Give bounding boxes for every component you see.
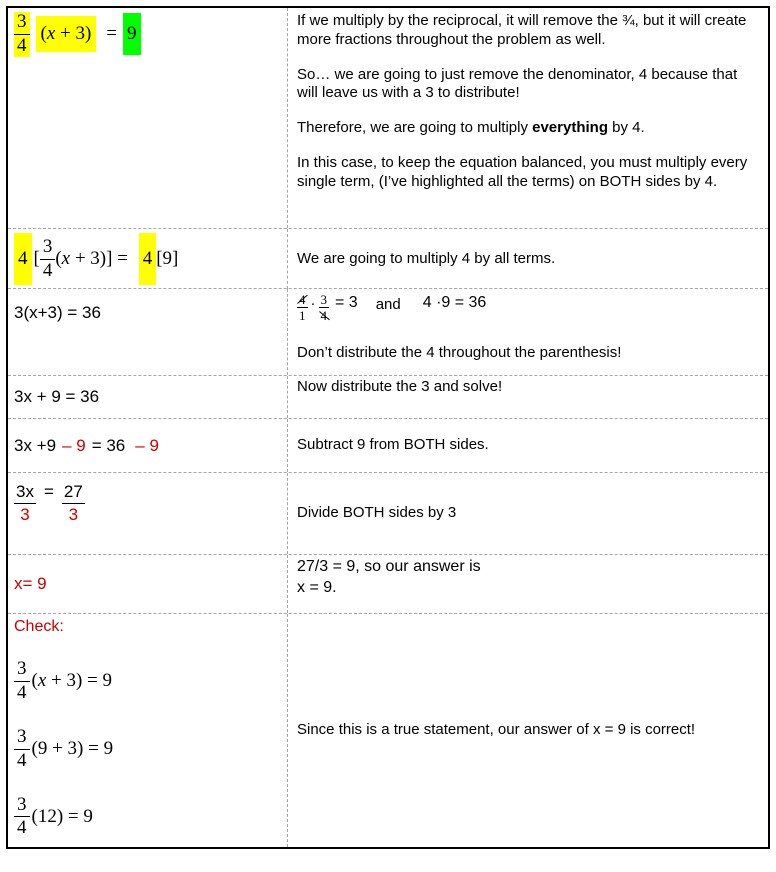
table-row [8, 613, 768, 847]
step1-explanation-cell [288, 8, 768, 228]
step5-explanation-cell [288, 419, 768, 472]
expression-rest: + 3) [55, 23, 92, 45]
bracket-open: [ [33, 248, 40, 269]
table-row [8, 228, 768, 288]
multiplication-dot: · [310, 295, 316, 312]
answer-line-1: 27/3 = 9, so our answer is [297, 558, 481, 575]
equals-36: = 36 [91, 435, 126, 455]
variable-x: x [61, 248, 71, 269]
step5-equation-cell [8, 419, 288, 472]
table-row [8, 472, 768, 554]
equals-3: = 3 [335, 294, 358, 311]
paragraph: Subtract 9 from BOTH sides. [297, 436, 489, 454]
equation-3x-plus-9: 3x + 9 = 36 [14, 387, 100, 406]
paren-open: ( [55, 248, 62, 269]
denominator-red: 3 [68, 504, 79, 524]
step2-explanation-cell [288, 229, 768, 289]
text-after-bold: by 4. [607, 119, 645, 136]
table-row [8, 375, 768, 418]
expression [32, 670, 113, 692]
numerator: 3x [14, 482, 36, 504]
four-times-nine: 4 ·9 = 36 [422, 294, 487, 311]
equation-multiply-by-4 [14, 233, 281, 285]
bracket-9: [9] [156, 248, 179, 269]
answer-line-2: x = 9. [297, 578, 337, 596]
variable-x: x [37, 670, 47, 692]
answer-x-equals-9: x= 9 [14, 574, 47, 593]
minus-9-left: – 9 [62, 435, 86, 455]
equals-sign: = [43, 482, 54, 501]
paragraph [297, 119, 758, 138]
cancelled-4: 4 [299, 292, 306, 307]
multiplier-4-left: 4 [14, 233, 32, 285]
cancellation-work [297, 293, 758, 322]
expression: (12) = 9 [31, 805, 93, 827]
step6-equation-cell [8, 473, 288, 554]
paren-open: ( [40, 23, 47, 45]
check-cell [8, 614, 288, 847]
minus-9-right: – 9 [135, 435, 159, 455]
numerator: 3 [320, 292, 327, 307]
paragraph: Now distribute the 3 and solve! [297, 378, 503, 395]
table-row [8, 288, 768, 375]
check-equation-2 [14, 727, 281, 772]
expression-highlighted [36, 16, 97, 52]
denominator: 4 [17, 34, 27, 56]
equation-subtract-9 [14, 436, 281, 456]
fraction-three-fourths [14, 659, 30, 704]
numerator: 3 [14, 12, 30, 35]
step1-equation-cell [8, 8, 288, 228]
check-explanation-cell [288, 614, 768, 847]
paragraph: So… we are going to just remove the denominator, 4 because that will leave us with a 3 to distribute! [297, 65, 738, 102]
multiplier-4-right: 4 [139, 233, 157, 285]
fraction-three-fourths [14, 12, 30, 57]
denominator: 4 [42, 259, 53, 281]
denominator-red: 3 [20, 504, 30, 524]
fraction-27-over-3 [62, 482, 85, 524]
step4-equation-cell [8, 376, 288, 418]
paragraph: If we multiply by the reciprocal, it will remove the ¾, but it will create more fractions throughout the problem as well. [297, 12, 747, 48]
numerator: 3 [14, 659, 30, 682]
equation-3x3-36: 3(x+3) = 36 [14, 303, 101, 322]
denominator: 4 [17, 749, 27, 771]
fraction-three-fourths [14, 795, 30, 840]
step3-explanation-cell [288, 289, 768, 375]
cancelled-4: 4 [320, 308, 327, 323]
paragraph: Since this is a true statement, our answer of x = 9 is correct! [297, 721, 696, 739]
numerator: 3 [40, 237, 56, 260]
fraction-three-fourths [40, 237, 56, 282]
equation-divide-by-3 [14, 482, 281, 524]
numerator: 27 [62, 482, 85, 504]
check-title: Check: [14, 618, 64, 635]
lhs-text: 3x +9 [14, 435, 57, 455]
denominator [319, 308, 330, 322]
rhs-highlighted: 9 [123, 13, 141, 55]
check-equation-3 [14, 795, 281, 840]
step2-equation-cell [8, 229, 288, 289]
solution-steps-table [6, 6, 770, 849]
step3-equation-cell [8, 289, 288, 375]
note-dont-distribute: Don’t distribute the 4 throughout the parenthesis! [297, 344, 622, 361]
check-equation-1 [14, 659, 281, 704]
denominator: 4 [17, 817, 27, 839]
denominator: 1 [299, 308, 306, 323]
equation-original [14, 12, 281, 57]
paragraph: Divide BOTH sides by 3 [297, 504, 457, 522]
numerator: 3 [14, 727, 30, 750]
expression-rest: + 3) = 9 [46, 670, 113, 692]
numerator: 3 [14, 795, 30, 818]
fraction-3x-over-3 [14, 482, 36, 524]
table-row [8, 8, 768, 228]
denominator: 4 [17, 681, 27, 703]
paragraph: In this case, to keep the equation balanced, you must multiply every single term, (I’ve highlighted all the terms) on BOTH sides by 4. [297, 153, 748, 190]
expression-rest: + 3)] = [70, 248, 133, 269]
fraction-three-fourths [14, 727, 30, 772]
fraction-4-over-1 [297, 293, 308, 322]
table-row [8, 418, 768, 472]
step6-explanation-cell [288, 473, 768, 554]
paren-open: ( [31, 670, 38, 692]
variable-x: x [46, 23, 56, 45]
step4-explanation-cell [288, 376, 768, 418]
expression: (9 + 3) = 9 [31, 738, 114, 760]
equals-sign: = [106, 23, 118, 45]
expression-mid [55, 248, 132, 270]
table-row [8, 554, 768, 613]
fraction-3-over-4 [319, 293, 330, 322]
text-before-bold: Therefore, we are going to multiply [297, 119, 533, 136]
paragraph: We are going to multiply 4 by all terms. [297, 249, 556, 267]
step7-equation-cell [8, 555, 288, 613]
and-text: and [375, 296, 401, 313]
step7-explanation-cell [288, 555, 768, 613]
numerator [297, 293, 308, 308]
bold-everything: everything [532, 119, 608, 136]
